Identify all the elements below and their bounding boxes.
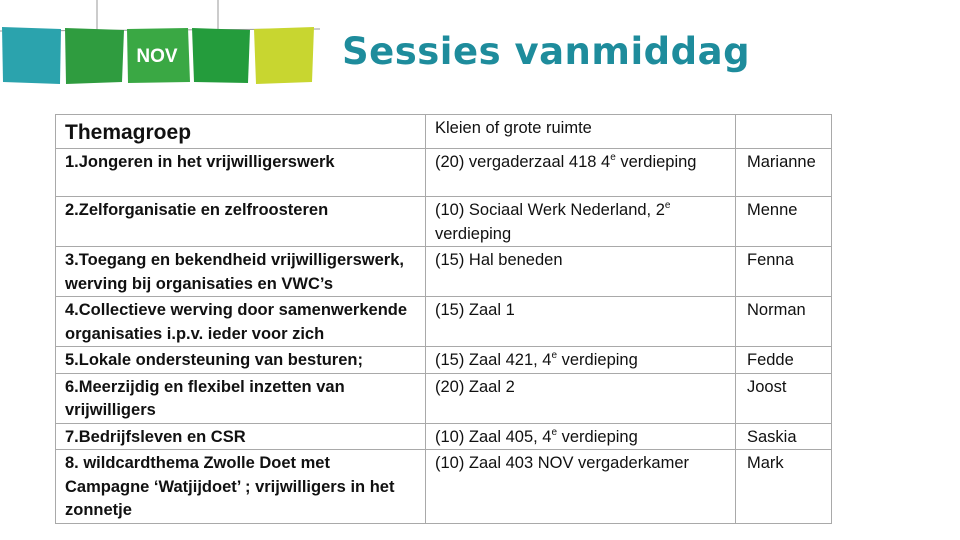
table-row — [56, 247, 832, 297]
room-cell — [426, 347, 736, 374]
theme-cell: 6.Meerzijdig en flexibel inzetten van vrijwilligers — [56, 373, 426, 423]
room-text-suffix: verdieping — [557, 351, 638, 369]
room-text: (10) Zaal 405, 4 — [435, 427, 552, 446]
table-row — [56, 197, 832, 247]
sessions-table — [55, 114, 832, 524]
room-text-suffix: verdieping — [615, 153, 697, 171]
room-ordinal-sup: e — [551, 350, 558, 361]
room-text: (20) Zaal 2 — [435, 377, 515, 396]
room-ordinal-sup: e — [551, 426, 558, 438]
header-room: Kleien of grote ruimte — [426, 115, 736, 149]
room-text-suffix: verdieping — [435, 224, 512, 243]
room-text: (15) Hal beneden — [435, 251, 563, 269]
room-text: (10) Zaal 403 NOV vergaderkamer — [435, 454, 690, 472]
logo-text: NOV — [136, 46, 178, 67]
person-cell: Fenna — [736, 247, 832, 297]
table-row — [56, 297, 832, 347]
header-person — [736, 115, 832, 149]
room-text: (10) Sociaal Werk Nederland, 2 — [435, 201, 665, 219]
room-ordinal-sup: e — [664, 200, 671, 211]
theme-cell: 3.Toegang en bekendheid vrijwilligerswerk, werving bij organisaties en VWC’s — [56, 247, 426, 297]
table-row — [56, 347, 832, 374]
person-cell: Mark — [736, 450, 832, 524]
person-cell: Menne — [736, 197, 832, 247]
room-ordinal-sup: e — [610, 152, 616, 163]
theme-cell: 4.Collectieve werving door samenwerkende organisaties i.p.v. ieder voor zich — [56, 297, 426, 347]
room-text: (15) Zaal 1 — [435, 301, 515, 319]
room-cell — [426, 423, 736, 450]
table-header-row — [56, 115, 832, 149]
room-cell — [426, 197, 736, 247]
table-row — [56, 373, 832, 423]
person-cell: Fedde — [736, 347, 832, 374]
room-text: (15) Zaal 421, 4 — [435, 351, 552, 369]
room-cell — [426, 373, 736, 423]
table-row — [56, 450, 832, 524]
page-title: Sessies vanmiddag — [342, 30, 751, 73]
room-cell — [426, 450, 736, 524]
nov-logo — [0, 0, 320, 90]
person-cell: Joost — [736, 373, 832, 423]
room-text-suffix: verdieping — [557, 427, 638, 446]
table-row — [56, 149, 832, 197]
room-text: (20) vergaderzaal 418 4 — [435, 153, 611, 171]
room-cell — [426, 247, 736, 297]
header-themagroep: Themagroep — [56, 115, 426, 149]
person-cell: Marianne — [736, 149, 832, 197]
theme-cell: 8. wildcardthema Zwolle Doet met Campagne ‘Watjijdoet’ ; vrijwilligers in het zonnetje — [56, 450, 426, 524]
room-cell — [426, 149, 736, 197]
room-cell — [426, 297, 736, 347]
theme-cell: 7.Bedrijfsleven en CSR — [56, 423, 426, 450]
theme-cell: 1.Jongeren in het vrijwilligerswerk — [56, 149, 426, 197]
person-cell: Saskia — [736, 423, 832, 450]
theme-cell: 2.Zelforganisatie en zelfroosteren — [56, 197, 426, 247]
nov-logo-flags — [0, 0, 320, 90]
person-cell: Norman — [736, 297, 832, 347]
theme-cell: 5.Lokale ondersteuning van besturen; — [56, 347, 426, 374]
table-row — [56, 423, 832, 450]
